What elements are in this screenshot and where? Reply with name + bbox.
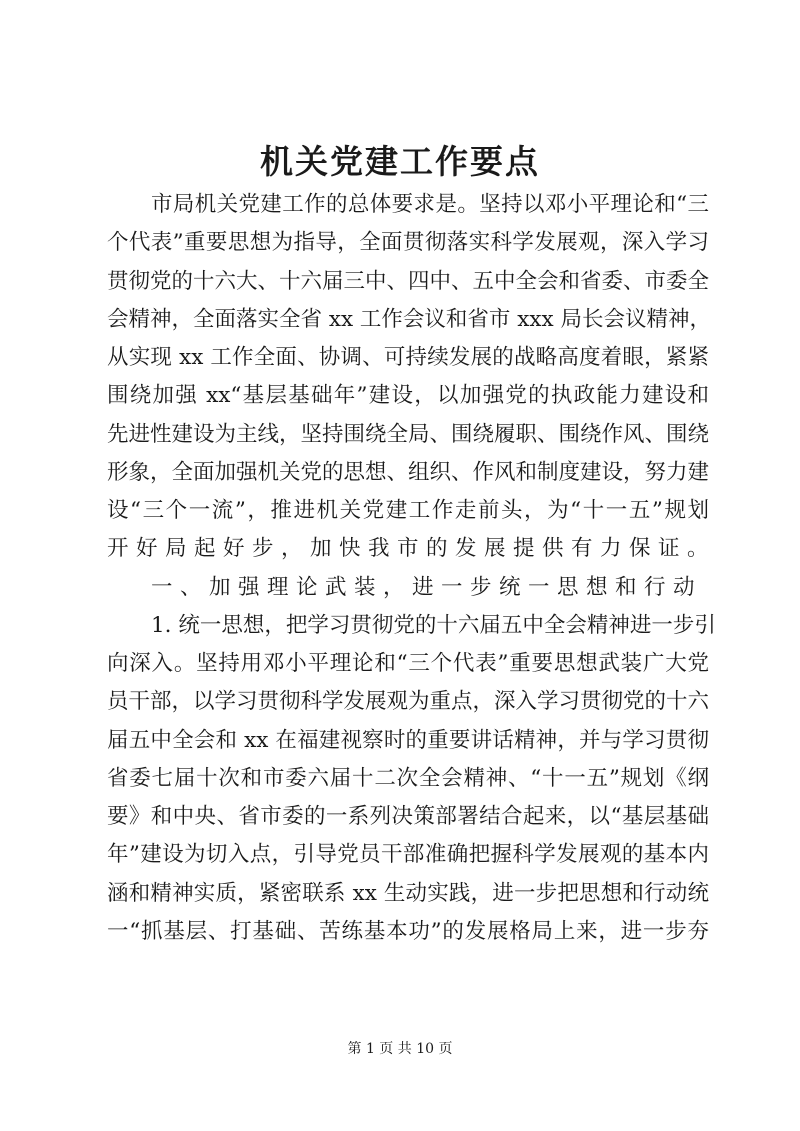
text-line: 会精神，全面落实全省 xx 工作会议和省市 xxx 局长会议精神， [107, 306, 711, 332]
text-line: 市局机关党建工作的总体要求是。坚持以邓小平理论和“三 [151, 192, 709, 217]
text-line: 届五中全会和 xx 在福建视察时的重要讲话精神，并与学习贯彻 [107, 727, 709, 753]
text-line: 一“抓基层、打基础、苦练基本功”的发展格局上来，进一步夯 [107, 918, 709, 944]
document-title: 机关党建工作要点 [260, 142, 540, 181]
text-line: 先进性建设为主线，坚持围绕全局、围绕履职、围绕作风、围绕 [107, 421, 710, 447]
text-line: 个代表”重要思想为指导，全面贯彻落实科学发展观，深入学习 [107, 230, 709, 256]
document-body [107, 186, 717, 951]
text-line: 围绕加强 xx“基层基础年”建设，以加强党的执政能力建设和 [107, 383, 709, 409]
text-line: 1. 统一思想，把学习贯彻党的十六届五中全会精神进一步引 [151, 612, 716, 638]
text-line: 开好局起好步，加快我市的发展提供有力保证。 [107, 536, 717, 562]
text-line: 形象，全面加强机关党的思想、组织、作风和制度建设，努力建 [107, 459, 710, 485]
text-line: 从实现 xx 工作全面、协调、可持续发展的战略高度着眼，紧紧 [107, 345, 709, 370]
text-line: 一、加强理论武装，进一步统一思想和行动 [151, 574, 703, 600]
text-line: 涵和精神实质，紧密联系 xx 生动实践，进一步把思想和行动统 [107, 880, 709, 906]
text-line: 省委七届十次和市委六届十二次全会精神、“十一五”规划《纲 [107, 765, 709, 791]
text-line: 设“三个一流”，推进机关党建工作走前头，为“十一五”规划 [107, 498, 709, 523]
page-footer: 第 1 页 共 10 页 [347, 1041, 453, 1057]
text-line: 贯彻党的十六大、十六届三中、四中、五中全会和省委、市委全 [107, 268, 710, 294]
text-line: 要》和中央、省市委的一系列决策部署结合起来，以“基层基础 [107, 804, 709, 829]
text-line: 员干部，以学习贯彻科学发展观为重点，深入学习贯彻党的十六 [107, 689, 710, 715]
text-line: 年”建设为切入点，引导党员干部准确把握科学发展观的基本内 [107, 842, 709, 868]
text-line: 向深入。坚持用邓小平理论和“三个代表”重要思想武装广大党 [107, 651, 709, 676]
